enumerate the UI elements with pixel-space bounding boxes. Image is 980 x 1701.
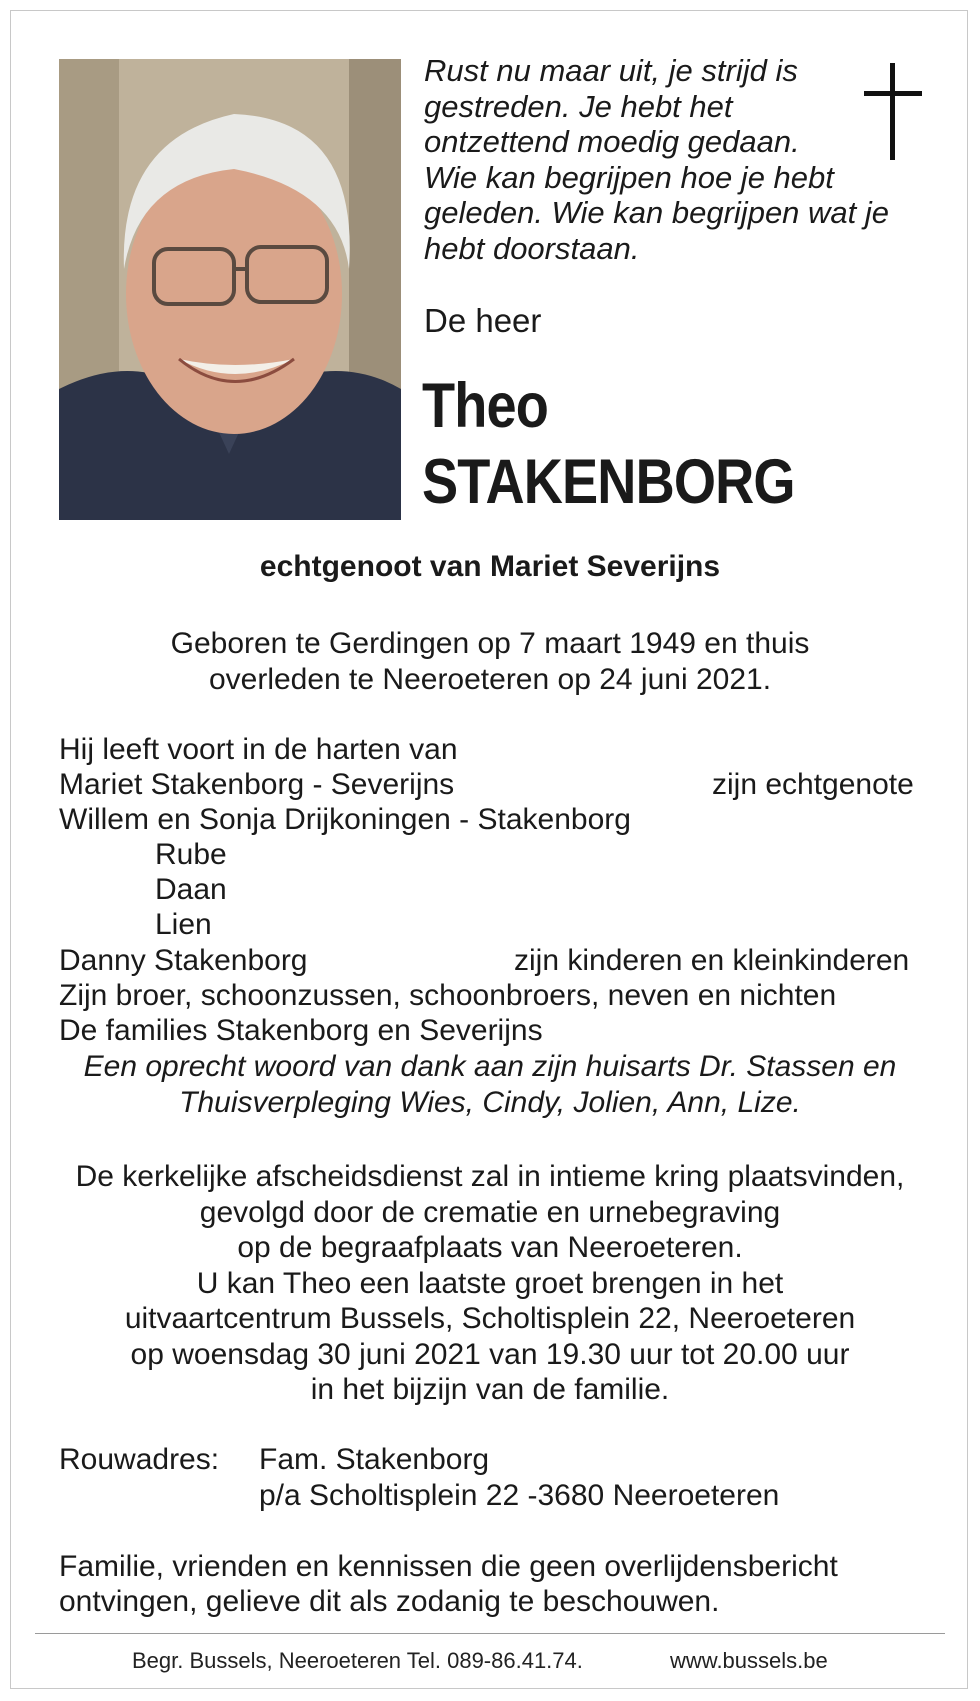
closing-line: Familie, vrienden en kennissen die geen overlijdensbericht — [59, 1550, 838, 1583]
poem-line: Rust nu maar uit, je strijd is — [424, 53, 798, 88]
address-line: p/a Scholtisplein 22 -3680 Neeroeteren — [259, 1479, 780, 1512]
service-line: op woensdag 30 juni 2021 van 19.30 uur tot 20.00 uur — [130, 1337, 850, 1371]
service-line: gevolgd door de crematie en urnebegraving — [199, 1195, 781, 1229]
grandchild-name: Lien — [155, 908, 212, 941]
address-label: Rouwadres: — [59, 1443, 220, 1476]
first-name: Theo — [422, 371, 548, 441]
family-intro: Hij leeft voort in de harten van — [59, 733, 458, 766]
poem-line: Wie kan begrijpen hoe je hebt — [424, 159, 834, 195]
service-line: De kerkelijke afscheidsdienst zal in intieme kring plaatsvinden, — [75, 1160, 905, 1193]
children-role: zijn kinderen en kleinkinderen — [514, 944, 910, 977]
thanks-note — [0, 1049, 980, 1120]
service-line: uitvaartcentrum Bussels, Scholtisplein 22, Neeroeteren — [124, 1302, 856, 1335]
child-name: Willem en Sonja Drijkoningen - Stakenborg — [59, 803, 631, 836]
service-line: in het bijzijn van de familie. — [310, 1373, 670, 1406]
service-line: op de begraafplaats van Neeroeteren. — [237, 1231, 743, 1264]
poem-line: hebt doorstaan. — [424, 230, 640, 266]
website-link[interactable]: www.bussels.be — [670, 1648, 828, 1673]
spouse-role: zijn echtgenote — [712, 768, 914, 801]
death-line: overleden te Neeroeteren op 24 juni 2021. — [208, 663, 772, 696]
spouse-line: echtgenoot van Mariet Severijns — [259, 550, 721, 583]
spouse-name: Mariet Stakenborg - Severijns — [59, 768, 455, 801]
poem-line: geleden. Wie kan begrijpen wat je — [424, 195, 890, 230]
honorific: De heer — [424, 302, 542, 339]
thanks-line: Een oprecht woord van dank aan zijn huisarts Dr. Stassen en — [83, 1050, 897, 1083]
birth-line: Geboren te Gerdingen op 7 maart 1949 en thuis — [170, 627, 810, 660]
address-line: Fam. Stakenborg — [259, 1443, 490, 1476]
service-line: U kan Theo een laatste groet brengen in het — [196, 1266, 784, 1300]
cross-icon — [864, 63, 922, 160]
birth-death-info — [0, 626, 980, 698]
thanks-line: Thuisverpleging Wies, Cindy, Jolien, Ann, Lize. — [179, 1085, 801, 1119]
families-line: De families Stakenborg en Severijns — [59, 1014, 543, 1047]
poem-line: ontzettend moedig gedaan. — [424, 124, 800, 159]
portrait-photo — [59, 59, 401, 520]
last-name: STAKENBORG — [422, 447, 795, 517]
grandchild-name: Rube — [155, 838, 227, 871]
poem — [424, 53, 890, 266]
grandchild-name: Daan — [155, 873, 227, 906]
closing-line: ontvingen, gelieve dit als zodanig te beschouwen. — [59, 1585, 720, 1618]
footer-divider — [35, 1633, 945, 1634]
service-details — [0, 1159, 980, 1408]
child-name: Danny Stakenborg — [59, 944, 308, 977]
funeral-home-info: Begr. Bussels, Neeroeteren Tel. 089-86.41.74. — [132, 1648, 583, 1673]
poem-line: gestreden. Je hebt het — [424, 88, 733, 124]
siblings-line: Zijn broer, schoonzussen, schoonbroers, neven en nichten — [59, 979, 837, 1012]
